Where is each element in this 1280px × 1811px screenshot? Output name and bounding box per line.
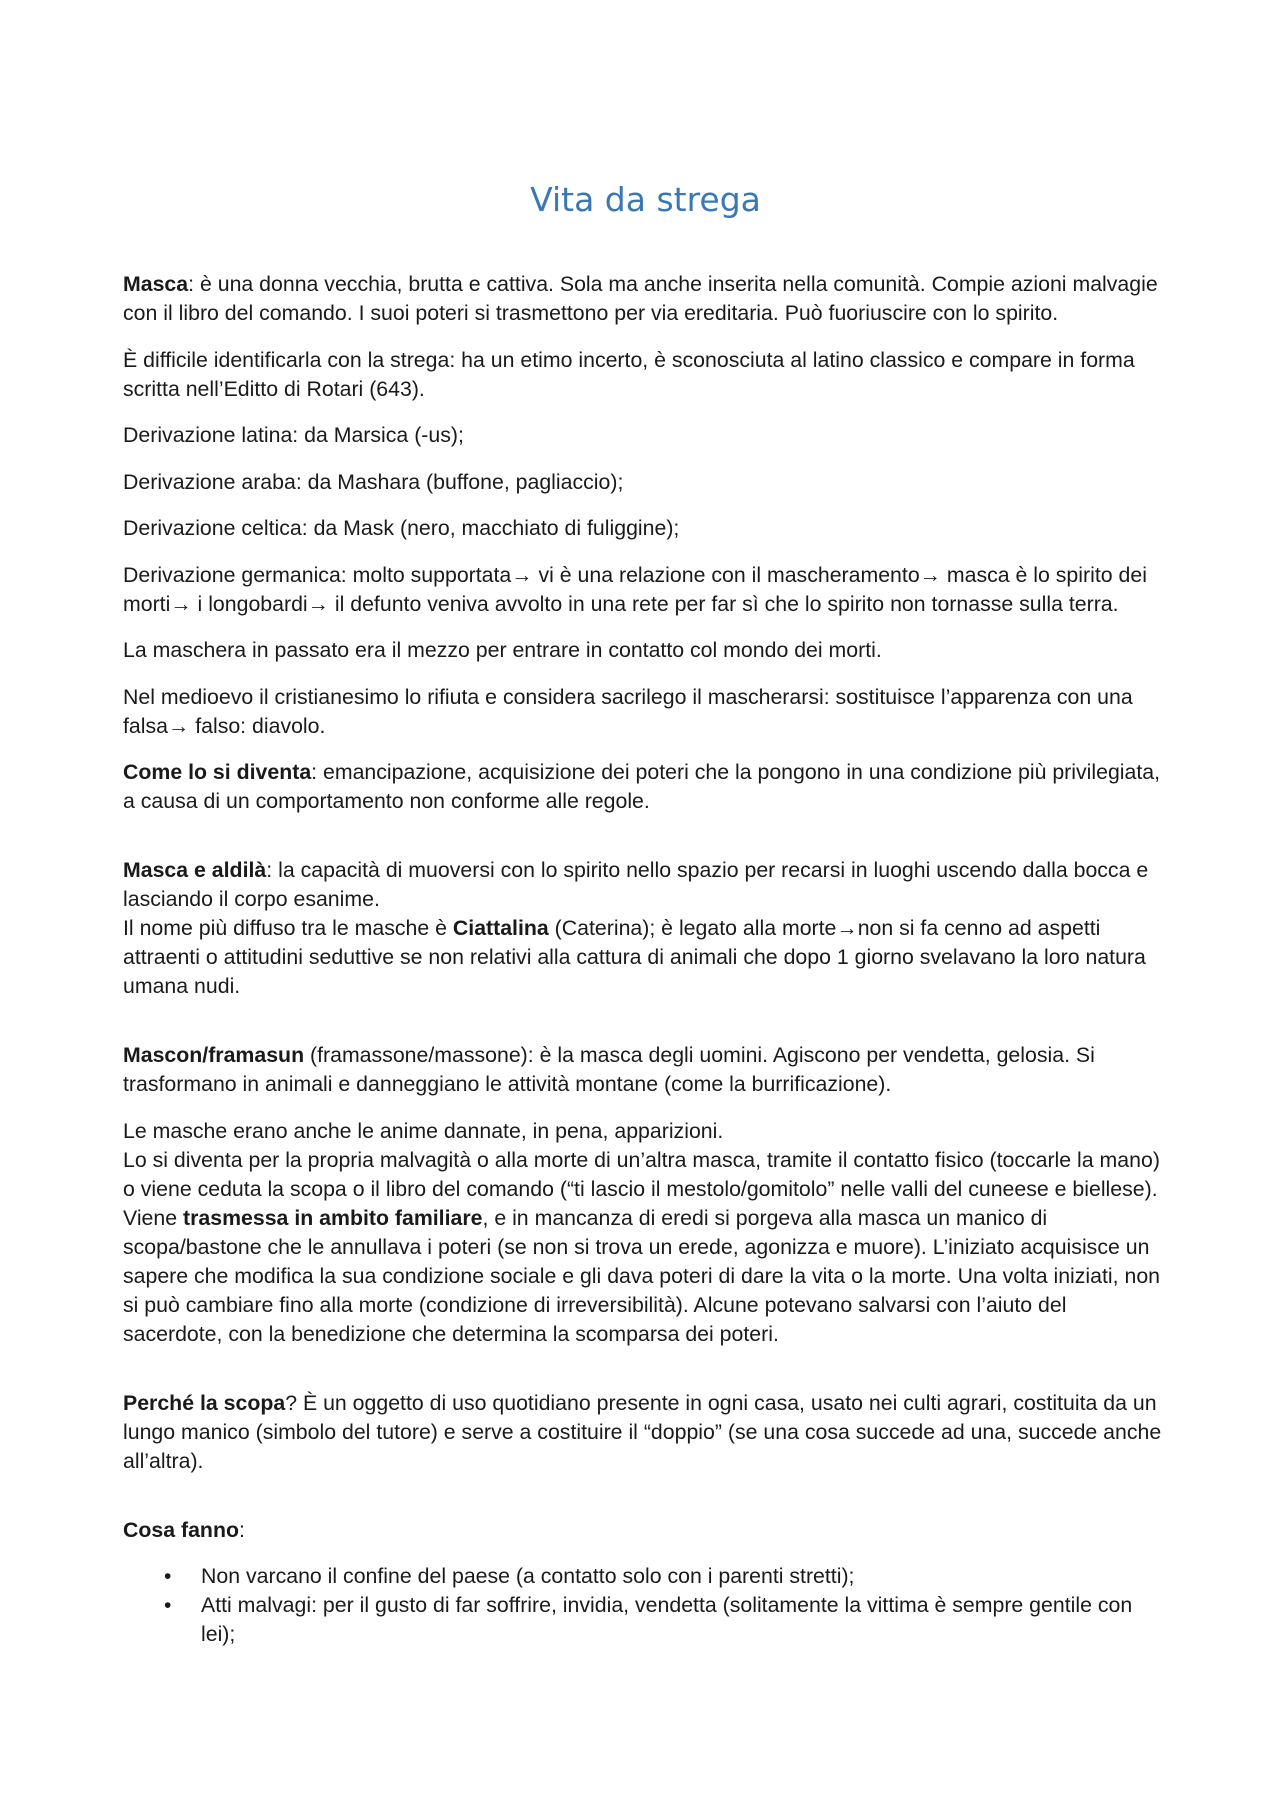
paragraph-text: , e in mancanza di eredi si porgeva alla masca un manico di scopa/bastone che le annullava i poteri (se non si trova un erede, agonizza e muore). L’iniziato acquisisce un sapere che modifica la sua condizione sociale e gli dava poteri di dare la vita o la morte. Una volta iniziati, non si può cambiare fino alla morte (condizione di irreversibilità). Alcune potevano salvarsi con l’aiuto del sacerdote, con la benedizione che determina la scomparsa dei poteri. <box>123 1205 1161 1346</box>
paragraph-text: : <box>238 1517 245 1542</box>
document-body <box>123 270 1168 1649</box>
paragraph-text: : emancipazione, acquisizione dei poteri che la pongono in una condizione più privilegiata, a causa di un comportamento non conforme alle regole. <box>123 760 1161 813</box>
term-mascon: Mascon/framasun <box>123 1043 305 1067</box>
paragraph-medioevo: Nel medioevo il cristianesimo lo rifiuta e considera sacrilego il mascherarsi: sostituisce l’apparenza con una falsa→ falso: diavolo. <box>123 684 1133 738</box>
term-masca-e-aldila: Masca e aldilà <box>123 858 267 882</box>
paragraph-maschera: La maschera in passato era il mezzo per entrare in contatto col mondo dei morti. <box>123 638 882 662</box>
paragraph-text: : è una donna vecchia, brutta e cattiva. Sola ma anche inserita nella comunità. Compie azioni malvagie con il libro del comando. I suoi poteri si trasmettono per via ereditaria. Può fuoriuscire con lo spirito. <box>123 272 1158 325</box>
term-cosa-fanno: Cosa fanno <box>123 1517 239 1542</box>
paragraph-come-lo-si-diventa <box>123 758 1168 816</box>
term-masca: Masca <box>123 272 189 296</box>
paragraph-mascon <box>123 1041 1168 1099</box>
paragraph-text: (Caterina); è legato alla morte→non si fa cenno ad aspetti attraenti o attitudini seduttive se non relativi alla cattura di animali che dopo 1 giorno svelavano la loro natura umana nudi. <box>123 916 1146 998</box>
paragraph-text: Il nome più diffuso tra le masche è <box>123 916 453 940</box>
term-trasmessa: trasmessa in ambito familiare <box>183 1205 483 1230</box>
paragraph-masca-e-aldila <box>123 856 1168 914</box>
paragraph-etimo: È difficile identificarla con la strega: ha un etimo incerto, è sconosciuta al latino classico e compare in forma scritta nell’Editto di Rotari (643). <box>123 347 1135 401</box>
paragraph-derivazione-araba: Derivazione araba: da Mashara (buffone, pagliaccio); <box>123 469 624 494</box>
list-item <box>123 1591 1168 1649</box>
paragraph-text: (framassone/massone): è la masca degli uomini. Agiscono per vendetta, gelosia. Si trasformano in animali e danneggiano le attività montane (come la burrificazione). <box>123 1043 1095 1096</box>
paragraph-scopa <box>123 1389 1168 1476</box>
paragraph-text: ? È un oggetto di uso quotidiano presente in ogni casa, usato nei culti agrari, costituita da un lungo manico (simbolo del tutore) e serve a costituire il “doppio” (se una cosa succede ad una, succede anche all’altra). <box>123 1390 1162 1473</box>
term-perche-la-scopa: Perché la scopa <box>123 1390 286 1415</box>
term-ciattalina: Ciattalina <box>452 916 549 940</box>
document-title: Vita da strega <box>530 180 761 219</box>
list-item <box>123 1562 1168 1591</box>
paragraph-text: Lo si diventa per la propria malvagità o alla morte di un’altra masca, tramite il contatto fisico (toccarle la mano) o viene ceduta la scopa o il libro del comando (“ti lascio il mestolo/gomitolo” nelle valli del cuneese e biellese). Viene <box>123 1147 1160 1230</box>
paragraph-derivazione-germanica: Derivazione germanica: molto supportata→ vi è una relazione con il mascheramento→ masca è lo spirito dei morti→ i longobardi→ il defunto veniva avvolto in una rete per far sì che lo spirito non tornasse sulla terra. <box>123 562 1147 616</box>
paragraph-masca <box>123 270 1168 328</box>
list-item-text: Atti malvagi: per il gusto di far soffrire, invidia, vendetta (solitamente la vittima è sempre gentile con lei); <box>201 1593 1133 1646</box>
paragraph-derivazione-latina: Derivazione latina: da Marsica (-us); <box>123 423 464 447</box>
paragraph-anime-dannate: Le masche erano anche le anime dannate, in pena, apparizioni. <box>123 1118 724 1143</box>
paragraph-trasmissione <box>123 1146 1168 1349</box>
list-item-text: Non varcano il confine del paese (a contatto solo con i parenti stretti); <box>201 1564 855 1588</box>
paragraph-derivazione-celtica: Derivazione celtica: da Mask (nero, macchiato di fuliggine); <box>123 516 680 540</box>
paragraph-ciattalina <box>123 914 1168 1001</box>
term-come-lo-si-diventa: Come lo si diventa <box>123 760 312 784</box>
bullet-icon: • <box>164 1594 172 1617</box>
paragraph-text: : la capacità di muoversi con lo spirito nello spazio per recarsi in luoghi uscendo dalla bocca e lasciando il corpo esanime. <box>123 858 1149 911</box>
bullet-icon: • <box>164 1565 172 1588</box>
paragraph-cosa-fanno <box>123 1516 1168 1545</box>
bullet-list <box>123 1562 1168 1649</box>
